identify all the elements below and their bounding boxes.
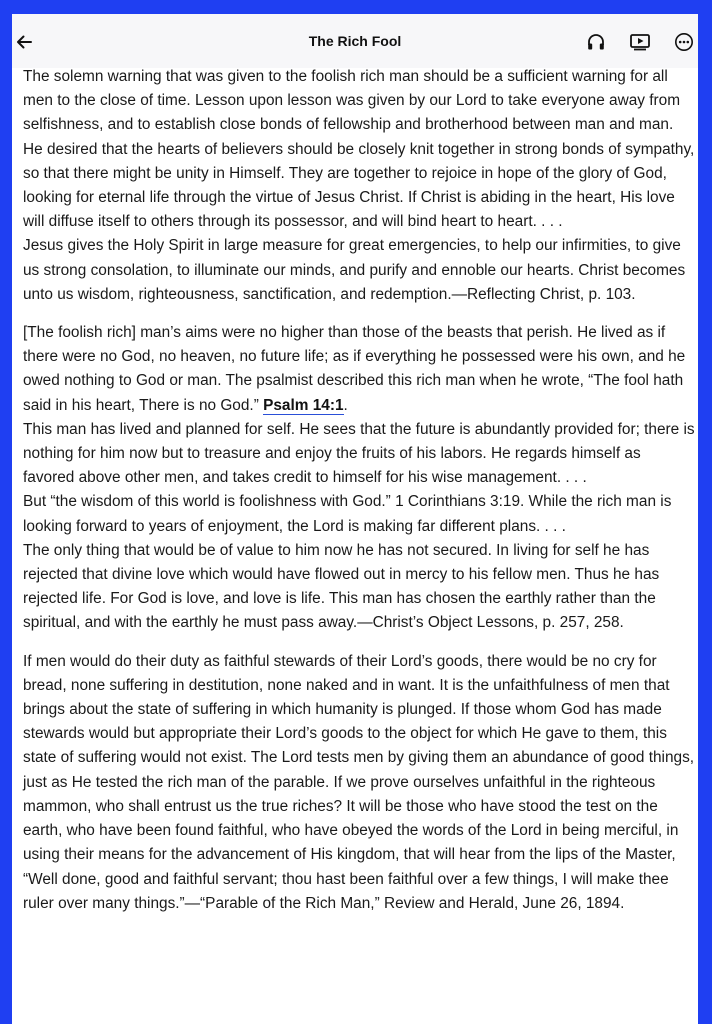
paragraph: But “the wisdom of this world is foolishness with God.” 1 Corinthians 3:19. While the rich man is looking forward to years of enjoyment, the Lord is making far different plans. . . .: [23, 493, 672, 535]
paragraph: [23, 321, 695, 418]
paragraph: This man has lived and planned for self. He sees that the future is abundantly provided for; there is nothing for him now but to treasure and enjoy the fruits of his labors. He regards himself as favored above other men, and takes credit to himself for his wise management. . . .: [23, 420, 695, 487]
paragraph-text: [The foolish rich] man’s aims were no higher than those of the beasts that perish. He lived as if there were no God, no heaven, no future life; as if everything he possessed were his own, and he owed nothing to God or man. The psalmist described this rich man when he wrote, “The fool hath said in his heart, There is no God.”: [23, 324, 686, 414]
reader-frame: [12, 14, 698, 1024]
play-button[interactable]: [628, 30, 652, 54]
scripture-link-psalm-14-1[interactable]: Psalm 14:1: [263, 396, 344, 414]
more-button[interactable]: [672, 30, 696, 54]
paragraph: The only thing that would be of value to him now he has not secured. In living for self he has rejected that divine love which would have flowed out in mercy to his fellow men. Thus he has rejected life. For God is love, and love is life. This man has chosen the earthly rather than the spiritual, and with the earthly he must pass away.—Christ’s Object Lessons, p. 257, 258.: [23, 541, 660, 632]
paragraph: The solemn warning that was given to the foolish rich man should be a sufficient warning for all men to the close of time. Lesson upon lesson was given by our Lord to take everyone away from selfishness, and to establish close bonds of fellowship and brotherhood between man and man. He desired that the hearts of believers should be closely knit together in strong bonds of sympathy, so that there might be unity in Himself. They are together to rejoice in hope of the glory of God, looking for eternal life through the virtue of Jesus Christ. If Christ is abiding in the heart, His love will diffuse itself to others through its possessor, and will bind heart to heart. . . .: [23, 68, 695, 231]
more-circle-icon: [674, 32, 694, 52]
chapter-content: [23, 65, 695, 916]
play-box-icon: [629, 32, 651, 52]
top-bar: [12, 14, 698, 68]
paragraph: If men would do their duty as faithful stewards of their Lord’s goods, there would be no cry for bread, none suffering in destitution, none naked and in want. It is the unfaithfulness of men that brings about the state of suffering in which humanity is plunged. If those whom God has made stewards would but appropriate their Lord’s goods to the object for which He gave to them, this state of suffering would not exist. The Lord tests men by giving them an abundance of good things, just as He tested the rich man of the parable. If we prove ourselves unfaithful in the righteous mammon, who shall entrust us the true riches? It will be those who have stood the test on the earth, who have been found faithful, who have obeyed the words of the Lord in being merciful, in using their means for the advancement of His kingdom, that will hear from the lips of the Master, “Well done, good and faithful servant; thou hast been faithful over a few things, I will make thee ruler over many things.”—“Parable of the Rich Man,” Review and Herald, June 26, 1894.: [23, 652, 695, 912]
listen-button[interactable]: [584, 30, 608, 54]
paragraph-end: .: [343, 396, 348, 414]
headphones-icon: [586, 32, 606, 52]
paragraph: Jesus gives the Holy Spirit in large measure for great emergencies, to help our infirmities, to give us strong consolation, to illuminate our minds, and purify and ennoble our hearts. Christ becomes unto us wisdom, righteousness, sanctification, and redemption.—Reflecting Christ, p. 103.: [23, 237, 686, 303]
page-title: The Rich Fool: [308, 33, 402, 49]
